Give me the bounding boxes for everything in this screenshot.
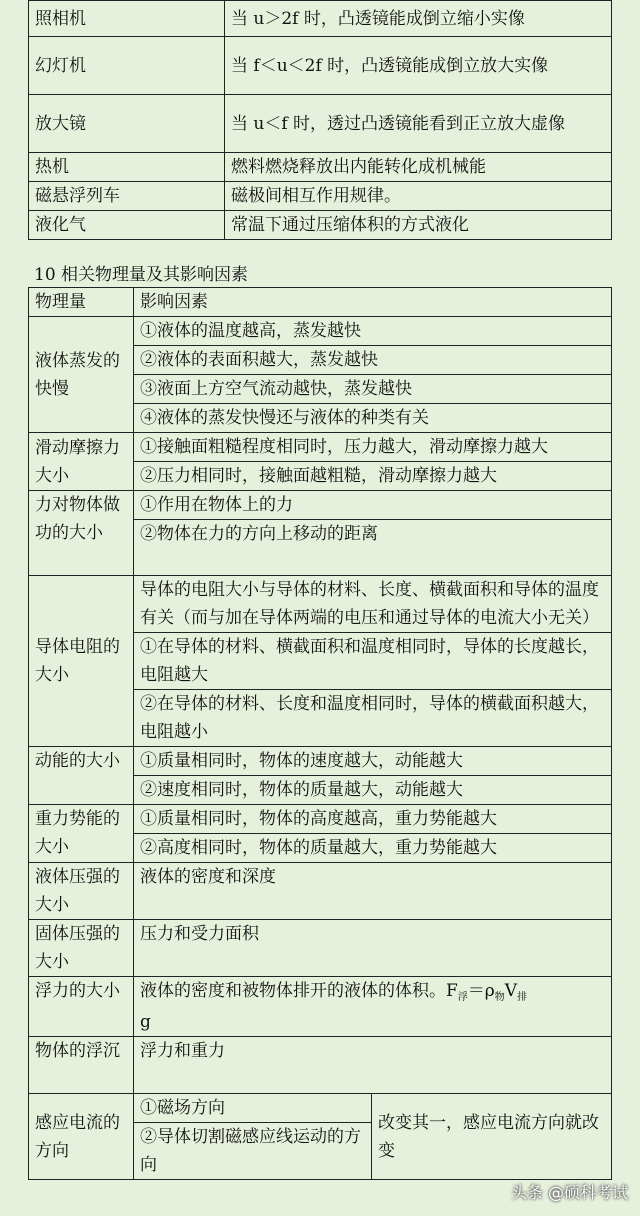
factor-cell: ②在导体的材料、长度和温度相同时，导体的横截面积越大，电阻越小 bbox=[134, 690, 612, 747]
factor-cell: ②物体在力的方向上移动的距离 bbox=[134, 520, 612, 576]
factor-cell: ②液体的表面积越大，蒸发越快 bbox=[134, 346, 612, 375]
note-cell: 改变其一，感应电流方向就改变 bbox=[372, 1094, 612, 1180]
header-quantity: 物理量 bbox=[29, 288, 134, 317]
quantity-cell: 固体压强的大小 bbox=[29, 920, 134, 977]
factors-table bbox=[28, 287, 612, 1180]
desc-cell: 常温下通过压缩体积的方式液化 bbox=[225, 211, 612, 240]
item-cell: 磁悬浮列车 bbox=[29, 182, 225, 211]
factor-cell: ①磁场方向 bbox=[134, 1094, 372, 1123]
desc-cell: 燃料燃烧释放出内能转化成机械能 bbox=[225, 153, 612, 182]
factor-cell: ③液面上方空气流动越快，蒸发越快 bbox=[134, 375, 612, 404]
factor-cell: ①作用在物体上的力 bbox=[134, 491, 612, 520]
quantity-cell: 滑动摩擦力大小 bbox=[29, 433, 134, 491]
factor-cell: 压力和受力面积 bbox=[134, 920, 612, 977]
factor-cell: ②速度相同时，物体的质量越大，动能越大 bbox=[134, 776, 612, 805]
factor-cell: ④液体的蒸发快慢还与液体的种类有关 bbox=[134, 404, 612, 433]
factor-cell: ①质量相同时，物体的高度越高，重力势能越大 bbox=[134, 805, 612, 834]
quantity-cell: 浮力的大小 bbox=[29, 977, 134, 1037]
factor-cell: ②高度相同时，物体的质量越大，重力势能越大 bbox=[134, 834, 612, 863]
desc-cell: 当 f＜u＜2f 时，凸透镜能成倒立放大实像 bbox=[225, 37, 612, 95]
header-factor: 影响因素 bbox=[134, 288, 612, 317]
subscript: 浮 bbox=[457, 992, 468, 1003]
factor-cell: ①液体的温度越高，蒸发越快 bbox=[134, 317, 612, 346]
item-cell: 热机 bbox=[29, 153, 225, 182]
factor-cell bbox=[134, 977, 612, 1037]
buoyancy-text: g bbox=[140, 1012, 151, 1032]
factor-cell: ②导体切割磁感应线运动的方向 bbox=[134, 1123, 372, 1180]
section-title: 10 相关物理量及其影响因素 bbox=[34, 265, 249, 285]
applications-table bbox=[28, 0, 612, 240]
item-cell: 照相机 bbox=[29, 1, 225, 37]
factor-cell: ①接触面粗糙程度相同时，压力越大，滑动摩擦力越大 bbox=[134, 433, 612, 462]
quantity-cell: 力对物体做功的大小 bbox=[29, 491, 134, 576]
buoyancy-text: 液体的密度和被物体排开的液体的体积。F bbox=[140, 981, 458, 1001]
item-cell: 液化气 bbox=[29, 211, 225, 240]
item-cell: 放大镜 bbox=[29, 95, 225, 153]
factor-cell: 浮力和重力 bbox=[134, 1037, 612, 1094]
desc-cell: 磁极间相互作用规律。 bbox=[225, 182, 612, 211]
quantity-cell: 感应电流的方向 bbox=[29, 1094, 134, 1180]
subscript: 排 bbox=[517, 992, 528, 1003]
item-cell: 幻灯机 bbox=[29, 37, 225, 95]
buoyancy-text: ＝ρ bbox=[467, 981, 495, 1001]
quantity-cell: 液体蒸发的快慢 bbox=[29, 317, 134, 433]
quantity-cell: 物体的浮沉 bbox=[29, 1037, 134, 1094]
subscript: 物 bbox=[494, 992, 505, 1003]
quantity-cell: 液体压强的大小 bbox=[29, 863, 134, 920]
desc-cell: 当 u＞2f 时，凸透镜能成倒立缩小实像 bbox=[225, 1, 612, 37]
factor-cell: ②压力相同时，接触面越粗糙，滑动摩擦力越大 bbox=[134, 462, 612, 491]
factor-cell: 液体的密度和深度 bbox=[134, 863, 612, 920]
quantity-cell: 导体电阻的大小 bbox=[29, 576, 134, 747]
quantity-cell: 重力势能的大小 bbox=[29, 805, 134, 863]
quantity-cell: 动能的大小 bbox=[29, 747, 134, 805]
factor-cell: ①质量相同时，物体的速度越大，动能越大 bbox=[134, 747, 612, 776]
desc-cell: 当 u＜f 时，透过凸透镜能看到正立放大虚像 bbox=[225, 95, 612, 153]
factor-cell: ①在导体的材料、横截面积和温度相同时，导体的长度越长，电阻越大 bbox=[134, 633, 612, 690]
watermark: 头条 @硕科考试 bbox=[510, 1183, 628, 1202]
buoyancy-text: V bbox=[504, 981, 518, 1001]
factor-cell: 导体的电阻大小与导体的材料、长度、横截面积和导体的温度有关（而与加在导体两端的电压和通过导体的电流大小无关） bbox=[134, 576, 612, 633]
